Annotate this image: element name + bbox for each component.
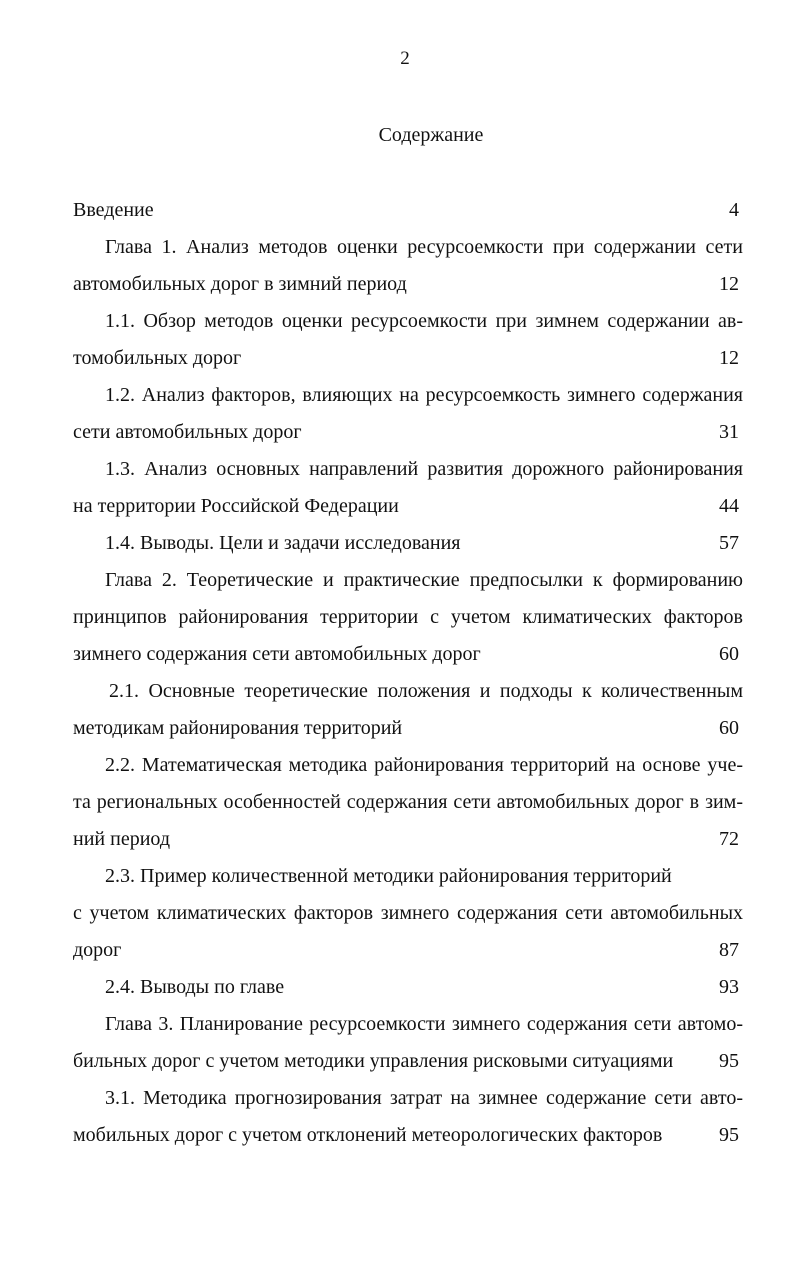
toc-entry-text: та региональных особенностей содержания сети автомобильных дорог в зим- [73,791,743,813]
toc-entry-text: 2.2. Математическая методика районирования территорий на основе уче- [105,754,743,776]
toc-entry-page: 93 [719,976,739,998]
toc-entry-text: сети автомобильных дорог [73,421,302,443]
toc-entry-page: 60 [719,643,739,665]
toc-entry-text: 2.3. Пример количественной методики районирования территорий [105,865,672,887]
toc-entry-text: 2.1. Основные теоретические положения и подходы к количественным [109,680,743,702]
toc-entry-2-4 [73,972,743,1009]
toc-entry-page: 12 [719,273,739,295]
toc-entry-text: дорог [73,939,122,961]
toc-entry-page: 95 [719,1124,739,1146]
toc-entry-2-1 [73,676,743,750]
toc-entry-1-2 [73,380,743,454]
toc-entry-text: мобильных дорог с учетом отклонений метеорологических факторов [73,1124,663,1146]
toc-entry-text: Глава 1. Анализ методов оценки ресурсоемкости при содержании сети [105,236,743,258]
toc-entry-page: 12 [719,347,739,369]
toc-entry-chapter-3 [73,1009,743,1083]
toc-entry-page: 57 [719,532,739,554]
toc-entry-text: принципов районирования территории с учетом климатических факторов [73,606,743,628]
toc-entry-text: 1.4. Выводы. Цели и задачи исследования [105,532,461,554]
toc-entry-page: 72 [719,828,739,850]
toc-entry-1-3 [73,454,743,528]
table-of-contents [73,195,743,1157]
toc-entry-text: ний период [73,828,170,850]
toc-entry-page: 60 [719,717,739,739]
toc-entry-introduction [73,195,743,232]
toc-entry-page: 31 [719,421,739,443]
toc-entry-text: 1.2. Анализ факторов, влияющих на ресурсоемкость зимнего содержания [105,384,743,406]
toc-entry-page: 95 [719,1050,739,1072]
toc-entry-text: на территории Российской Федерации [73,495,399,517]
toc-entry-1-4 [73,528,743,565]
toc-entry-1-1 [73,306,743,380]
toc-entry-2-3 [73,861,743,972]
toc-entry-text: 2.4. Выводы по главе [105,976,285,998]
toc-entry-page: 44 [719,495,739,517]
toc-entry-chapter-2 [73,565,743,676]
toc-entry-text: автомобильных дорог в зимний период [73,273,407,295]
toc-entry-text: Глава 2. Теоретические и практические предпосылки к формированию [105,569,743,591]
toc-entry-text: методикам районирования территорий [73,717,403,739]
toc-entry-2-2 [73,750,743,861]
toc-entry-text: 1.3. Анализ основных направлений развития дорожного районирования [105,458,743,480]
toc-entry-page: 4 [729,199,739,221]
toc-entry-page: 87 [719,939,739,961]
toc-entry-3-1 [73,1083,743,1157]
toc-entry-text: Введение [73,199,154,221]
toc-entry-text: 3.1. Методика прогнозирования затрат на зимнее содержание сети авто- [105,1087,743,1109]
toc-entry-text: томобильных дорог [73,347,242,369]
toc-entry-chapter-1 [73,232,743,306]
toc-entry-text: Глава 3. Планирование ресурсоемкости зимнего содержания сети автомо- [105,1013,743,1035]
page-number: 2 [400,48,410,69]
toc-entry-text: бильных дорог с учетом методики управления рисковыми ситуациями [73,1050,674,1072]
toc-entry-text: с учетом климатических факторов зимнего содержания сети автомобильных [73,902,743,924]
toc-entry-text: 1.1. Обзор методов оценки ресурсоемкости при зимнем содержании ав- [105,310,743,332]
toc-entry-text: зимнего содержания сети автомобильных дорог [73,643,481,665]
page-title: Содержание [378,124,484,146]
